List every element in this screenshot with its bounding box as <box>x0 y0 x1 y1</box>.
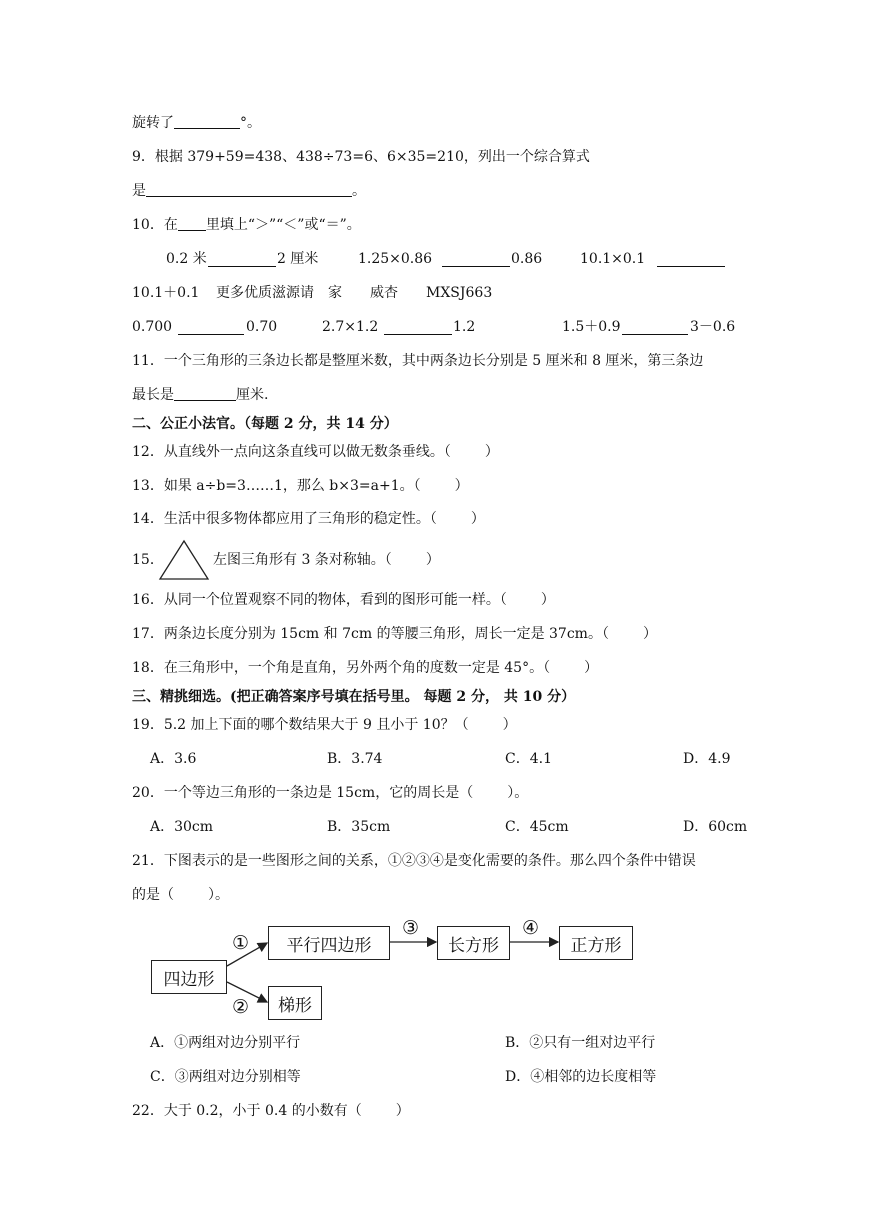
q8-tail <box>132 114 261 132</box>
q15 <box>213 551 440 569</box>
q10-intro-a: 10．在 <box>132 217 178 233</box>
q18-text: 18．在三角形中，一个角是直角，另外两个角的度数一定是 45°。（ <box>132 660 551 676</box>
q10-r3-a2: 0.70 <box>246 319 278 335</box>
q21-text: 的是（ <box>132 887 174 903</box>
q10-r3-a1: 0.700 <box>132 319 173 335</box>
q9-prefix: 是 <box>132 183 146 199</box>
q19-option-c[interactable]: C．4.1 <box>505 751 552 767</box>
answer-blank[interactable] <box>178 320 244 335</box>
q22-stem <box>132 1102 410 1120</box>
box-parallelogram: 平行四边形 <box>268 926 390 960</box>
box-trapezoid: 梯形 <box>268 986 322 1020</box>
q21-option-b[interactable]: B．②只有一组对边平行 <box>505 1035 656 1051</box>
paren-close: ） <box>470 511 485 527</box>
answer-blank[interactable] <box>174 114 240 129</box>
q10-r3-b1: 2.7×1.2 <box>322 319 379 335</box>
q16-text: 16．从同一个位置观察不同的物体，看到的图形可能一样。（ <box>132 592 507 608</box>
box-quadrilateral: 四边形 <box>151 960 227 994</box>
q10-r2-ad: 更多优质滋源请 家 威杏 MXSJ663 <box>216 285 493 301</box>
triangle-figure <box>158 539 210 581</box>
answer-blank[interactable] <box>146 182 352 197</box>
q19-stem <box>132 716 517 734</box>
q12-text: 12．从直线外一点向这条直线可以做无数条垂线。（ <box>132 444 451 460</box>
q20-stem <box>132 784 528 802</box>
q10-r1-c1: 10.1×0.1 <box>580 251 646 267</box>
paren-close: ） <box>484 444 499 460</box>
condition-1-label: ① <box>232 932 250 954</box>
q9-line2 <box>132 182 366 200</box>
section-2-heading: 二、公正小法官。（每题 2 分，共 14 分） <box>132 416 398 432</box>
paren-close: ） <box>642 626 657 642</box>
q16 <box>132 591 555 609</box>
q22-text: 22．大于 0.2，小于 0.4 的小数有（ <box>132 1103 362 1119</box>
paren-close: ） <box>502 717 517 733</box>
q21-line1: 21．下图表示的是一些图形之间的关系，①②③④是变化需要的条件。那么四个条件中错误 <box>132 853 696 869</box>
answer-blank[interactable] <box>657 252 725 267</box>
answer-blank[interactable] <box>384 320 452 335</box>
q18 <box>132 659 598 677</box>
condition-2-label: ② <box>232 996 250 1018</box>
q19-option-d[interactable]: D．4.9 <box>683 751 731 767</box>
q9-line1: 9．根据 379+59=438、438÷73=6、6×35=210，列出一个综合算式 <box>132 149 590 165</box>
q21-line2 <box>132 886 229 904</box>
box-rectangle: 长方形 <box>437 926 510 960</box>
paren-close: ） <box>425 552 440 568</box>
q20-text: 20．一个等边三角形的一条边是 15cm，它的周长是（ <box>132 785 474 801</box>
q8-prefix: 旋转了 <box>132 115 174 131</box>
q10-r1-b1: 1.25×0.86 <box>358 251 433 267</box>
q15-text: 左图三角形有 3 条对称轴。（ <box>213 552 392 568</box>
q17 <box>132 625 657 643</box>
q10-intro <box>132 216 361 234</box>
q21-option-a[interactable]: A．①两组对边分别平行 <box>150 1035 301 1051</box>
q11-prefix: 最长是 <box>132 387 174 403</box>
q10-r3-b2: 1.2 <box>453 319 476 335</box>
q13 <box>132 477 469 495</box>
q10-r1-a1: 0.2 米 <box>166 251 207 267</box>
box-square: 正方形 <box>559 926 633 960</box>
answer-blank[interactable] <box>174 386 236 401</box>
q20-option-d[interactable]: D．60cm <box>683 819 748 835</box>
answer-blank[interactable] <box>622 320 688 335</box>
q19-option-a[interactable]: A．3.6 <box>150 751 197 767</box>
q11-line2 <box>132 386 268 404</box>
q10-r1-a2: 2 厘米 <box>277 251 319 267</box>
q20-option-c[interactable]: C．45cm <box>505 819 569 835</box>
q17-text: 17．两条边长度分别为 15cm 和 7cm 的等腰三角形，周长一定是 37cm。（ <box>132 626 609 642</box>
q10-r1-b2: 0.86 <box>511 251 543 267</box>
condition-3-label: ③ <box>402 917 420 939</box>
q21-option-c[interactable]: C．③两组对边分别相等 <box>150 1069 301 1085</box>
paren-close: ） <box>540 592 555 608</box>
paren-close: ）。 <box>208 887 229 903</box>
q19-text: 19．5.2 加上下面的哪个数结果大于 9 且小于 10？（ <box>132 717 469 733</box>
q8-suffix: °。 <box>240 115 261 131</box>
q10-intro-b: 里填上“＞”“＜”或“＝”。 <box>205 217 361 233</box>
q9-suffix: 。 <box>352 183 366 199</box>
q13-text: 13．如果 a÷b=3……1，那么 b×3=a+1。（ <box>132 478 421 494</box>
answer-blank[interactable] <box>178 216 206 231</box>
condition-4-label: ④ <box>522 917 540 939</box>
paren-close: ） <box>584 660 599 676</box>
section-3-heading: 三、精挑细选。(把正确答案序号填在括号里。 每题 2 分， 共 10 分） <box>132 689 576 705</box>
q15-number: 15． <box>132 552 164 568</box>
q20-option-a[interactable]: A．30cm <box>150 819 214 835</box>
q14 <box>132 510 485 528</box>
q19-option-b[interactable]: B．3.74 <box>327 751 383 767</box>
answer-blank[interactable] <box>208 252 276 267</box>
q10-r2-text: 10.1＋0.1 <box>132 285 200 301</box>
paren-close: ） <box>454 478 469 494</box>
paren-close: ）。 <box>507 785 529 801</box>
q11-line1: 11．一个三角形的三条边长都是整厘米数，其中两条边长分别是 5 厘米和 8 厘米，第三条边 <box>132 353 704 369</box>
q21-option-d[interactable]: D．④相邻的边长度相等 <box>505 1069 657 1085</box>
paren-close: ） <box>395 1103 410 1119</box>
q14-text: 14．生活中很多物体都应用了三角形的稳定性。（ <box>132 511 437 527</box>
q11-suffix: 厘米. <box>236 387 269 403</box>
q10-r3-c1: 1.5＋0.9 <box>562 319 621 335</box>
q10-r3-c2: 3－0.6 <box>690 319 736 335</box>
q12 <box>132 443 499 461</box>
answer-blank[interactable] <box>442 252 510 267</box>
q20-option-b[interactable]: B．35cm <box>327 819 391 835</box>
